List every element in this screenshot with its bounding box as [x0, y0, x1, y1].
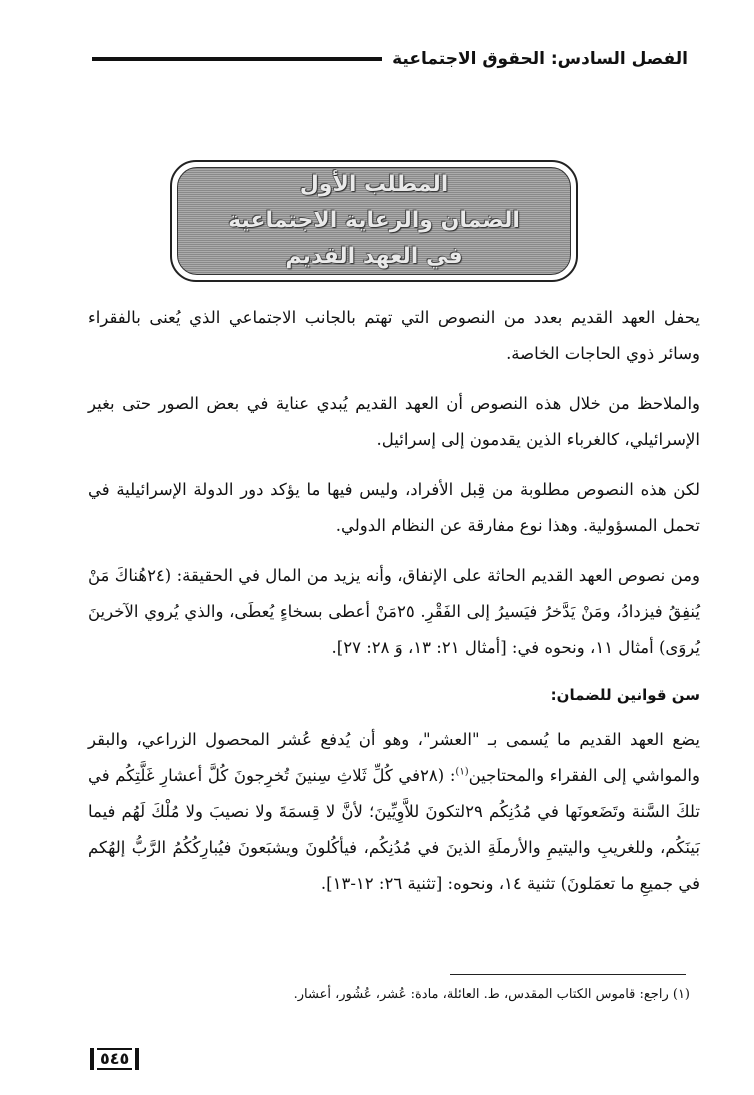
running-header-title: الفصل السادس: الحقوق الاجتماعية: [392, 49, 688, 69]
page-number-bar-left: [90, 1048, 94, 1070]
section-title-line-3: في العهد القديم: [285, 244, 463, 269]
paragraph-3: لكن هذه النصوص مطلوبة من قِبل الأفراد، وليس فيها ما يؤكد دور الدولة الإسرائيلية في تحمل المسؤولية. وهذا نوع مفارقة عن النظام الدولي.: [88, 480, 700, 535]
subheading-welfare-laws: سن قوانين للضمان:: [550, 686, 700, 704]
section-title-line-2: الضمان والرعاية الاجتماعية: [228, 208, 520, 233]
page-number-bar-right: [135, 1048, 139, 1070]
page-number-value: ٥٤٥: [97, 1048, 132, 1070]
footnote-marker: (١): [455, 766, 469, 778]
section-title-line-1: المطلب الأول: [299, 172, 449, 197]
page-number: [90, 1046, 139, 1072]
paragraph-5-quote: : (٢٨في كُلِّ ثَلاثِ سِنينَ تُخرِجونَ كُلَّ أعشارِ غَلَّتِكُم في تلكَ السَّنة وتَضَعونَها في مُدُنِكُم ٢٩لتكونَ للاَّوِيِّينَ؛ لأنَّ لا قِسمَةَ ولا نصيبَ ولا مُلْكَ لَهُم فيما بَينَكُم، وللغريبِ واليتيمِ والأرملَةِ الذينَ في مُدُنِكُم، فيأكُلونَ ويشبَعونَ فيُبارِكُكُمُ الرَّبُّ إلهُكم في جميعِ ما تعمَلونَ) تثنية ١٤، ونحوه: [تثنية ٢٦: ١٢-١٣].: [88, 766, 700, 893]
footnote: (١) راجع: قاموس الكتاب المقدس، ط. العائلة، مادة: عُشر، عُشُور، أعشار.: [293, 987, 690, 1002]
paragraph-1: يحفل العهد القديم بعدد من النصوص التي تهتم بالجانب الاجتماعي الذي يُعنى بالفقراء وسائر ذوي الحاجات الخاصة.: [88, 308, 700, 363]
section-title-panel: [177, 167, 571, 275]
paragraph-5: [88, 722, 700, 902]
paragraph-2: والملاحظ من خلال هذه النصوص أن العهد القديم يُبدي عناية في بعض الصور حتى بغير الإسرائيلي، كالغرباء الذين يقدمون إلى إسرائيل.: [88, 394, 700, 449]
paragraph-5-intro: يضع العهد القديم ما يُسمى بـ "العشر"، وهو أن يُدفع عُشر المحصول الزراعي، والبقر والمواشي إلى الفقراء والمحتاجين: [88, 730, 700, 785]
paragraph-4: ومن نصوص العهد القديم الحاثة على الإنفاق، وأنه يزيد من المال في الحقيقة: (٢٤هُناكَ مَنْ يُنفِقُ فيزدادُ، ومَنْ يَدَّخرُ فيَسيرُ إلى الفَقْرِ. ٢٥مَنْ أعطى بسخاءٍ يُعطَى، والذي يُروي الآخرينَ يُروَى) أمثال ١١، ونحوه في: [أمثال ٢١: ١٣، وَ ٢٨: ٢٧].: [88, 566, 700, 657]
footnote-separator: [450, 974, 686, 975]
running-header: [92, 44, 688, 74]
section-title-box: [170, 160, 578, 282]
body-text: [88, 300, 700, 916]
header-rule: [92, 57, 382, 61]
